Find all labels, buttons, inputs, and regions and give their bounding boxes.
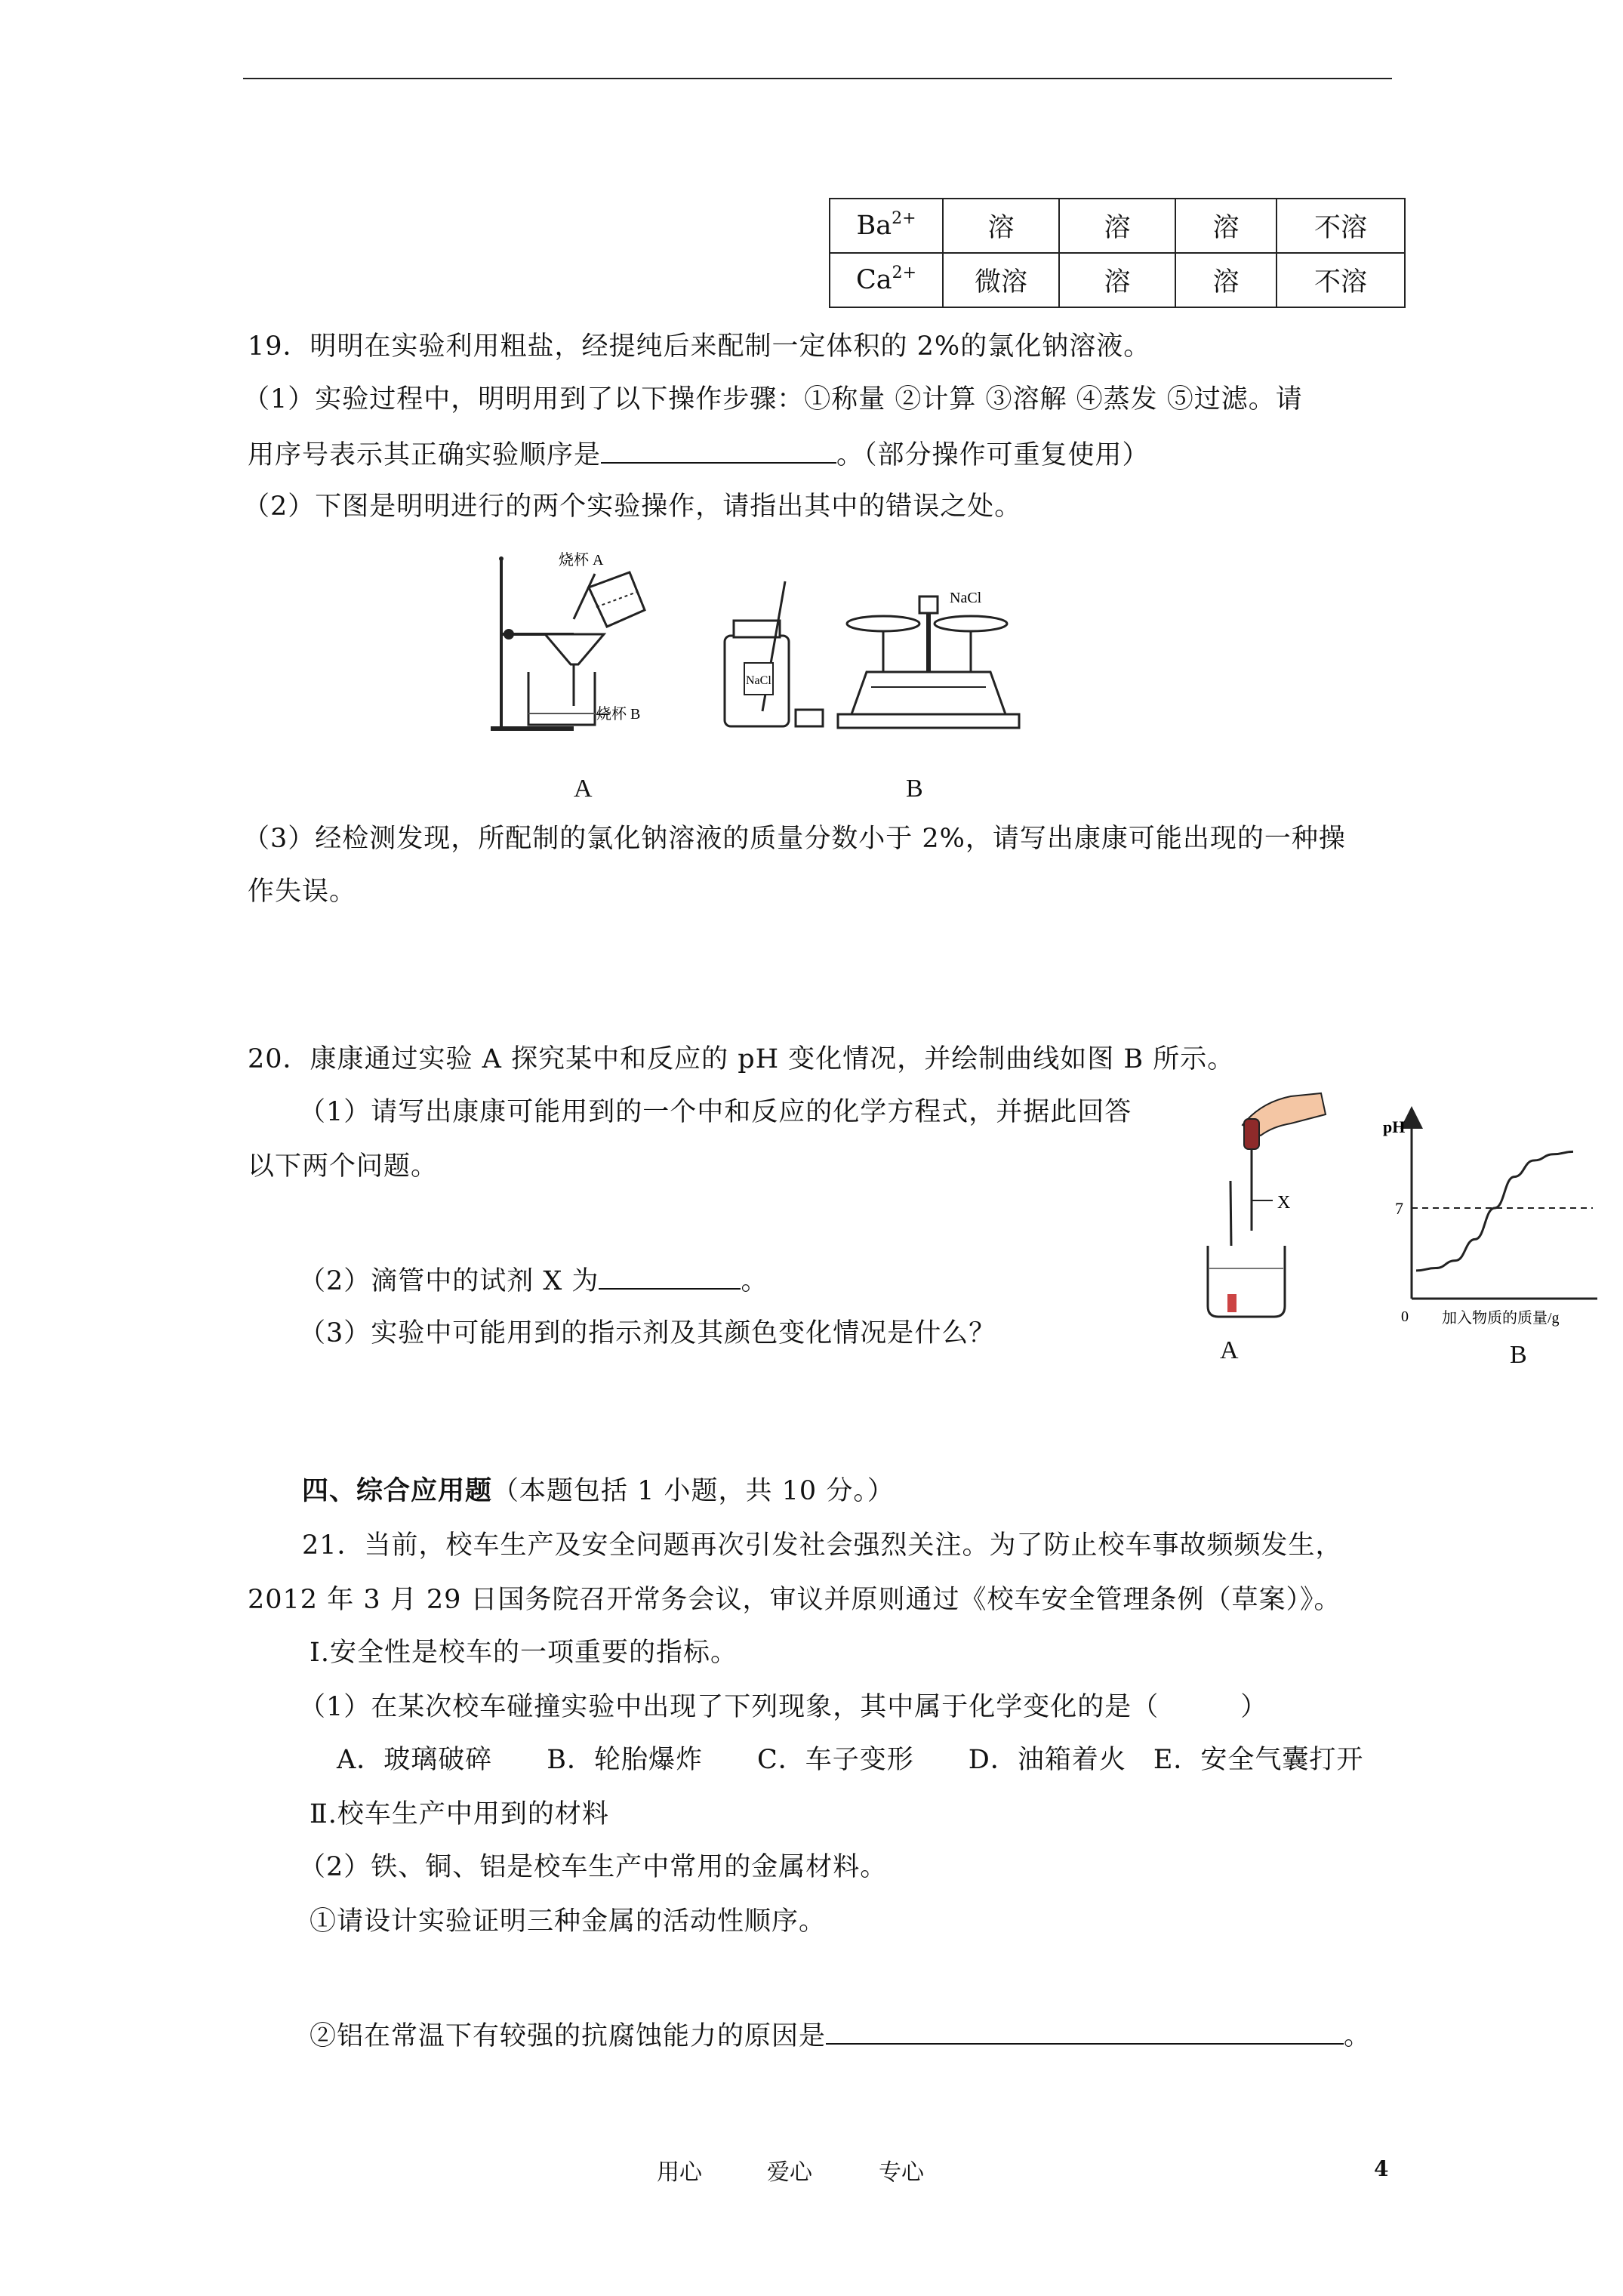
q20-s1b: 以下两个问题。 [248,1151,439,1182]
q19-s1b-post: 。（部分操作可重复使用） [836,440,1150,470]
y-axis-label: pH [1383,1117,1406,1136]
q21-part1: Ⅰ.安全性是校车的一项重要的指标。 [310,1638,738,1668]
beaker-b-label: 烧杯 B [596,706,641,723]
origin-label: 0 [1401,1308,1409,1325]
q20-s2-post: 。 [741,1266,768,1296]
answer-blank[interactable] [601,436,836,464]
q21-s2b-text: ②铝在常温下有较强的抗腐蚀能力的原因是 [310,2021,827,2051]
q20-s2 [299,1262,768,1297]
section4-title: 四、综合应用题 [302,1475,493,1506]
q20-s3: （3）实验中可能用到的指示剂及其颜色变化情况是什么？ [299,1318,996,1348]
section4-heading [302,1475,895,1507]
q21-s1: （1）在某次校车碰撞实验中出现了下列现象，其中属于化学变化的是（ ） [299,1692,1268,1722]
q20-s2-text: （2）滴管中的试剂 X 为 [299,1266,599,1296]
table-cell: 溶 [1175,199,1277,253]
footer-item: 爱心 [767,2159,812,2186]
table-cell: 溶 [1059,199,1175,253]
q21-s2a: ①请设计实验证明三种金属的活动性顺序。 [310,1906,827,1937]
q19-s3b: 作失误。 [248,877,357,907]
reagent-x-label: X [1277,1193,1291,1213]
q20-s1a: （1）请写出康康可能用到的一个中和反应的化学方程式，并据此回答 [299,1097,1132,1127]
q19-s1b [248,436,1150,471]
beaker-a-label: 烧杯 A [559,552,604,569]
table-cell: 微溶 [943,253,1059,307]
solubility-table [829,198,1406,308]
q20-fig-a-label: A [1220,1336,1239,1364]
q21-options: A．玻璃破碎 B．轮胎爆炸 C．车子变形 D．油箱着火 E．安全气囊打开 [337,1745,1364,1775]
page-number: 4 [1374,2156,1389,2181]
q19-s1a: （1）实验过程中，明明用到了以下操作步骤：①称量 ②计算 ③溶解 ④蒸发 ⑤过滤。请 [243,384,1303,415]
q19-fig-b-label: B [906,775,923,803]
ph-curve [1416,1151,1573,1270]
q21-part2: Ⅱ.校车生产中用到的材料 [310,1799,609,1829]
q19-s1b-text: 用序号表示其正确实验顺序是 [248,440,602,470]
table-cell: 溶 [1175,253,1277,307]
ion-cell: $Ca^{2+}$ [830,253,943,307]
jar-label: NaCl [746,674,771,687]
nacl-label: NaCl [950,590,982,606]
q19-stem: 19．明明在实验利用粗盐，经提纯后来配制一定体积的 2%的氯化钠溶液。 [248,331,1151,362]
table-cell: 不溶 [1277,199,1405,253]
table-row [830,253,1405,307]
q20-fig-b-label: B [1510,1341,1527,1369]
footer-item: 用心 [657,2159,702,2186]
q21-line2: 2012 年 3 月 29 日国务院召开常务会议，审议并原则通过《校车安全管理条例（草案）》。 [248,1585,1341,1615]
titration-figure [1178,1087,1336,1329]
ph7-tick-label: 7 [1395,1199,1403,1218]
x-axis-label: 加入物质的质量/g [1442,1310,1560,1327]
answer-blank[interactable] [826,2017,1344,2045]
table-row [830,199,1405,253]
q20-stem: 20．康康通过实验 A 探究某中和反应的 pH 变化情况，并绘制曲线如图 B 所示。 [248,1044,1235,1074]
q19-s2: （2）下图是明明进行的两个实验操作，请指出其中的错误之处。 [243,492,1022,522]
table-cell: 溶 [1059,253,1175,307]
filtration-figure [483,544,672,747]
answer-blank[interactable] [599,1262,741,1290]
q21-s2: （2）铁、铜、铝是校车生产中常用的金属材料。 [299,1852,888,1882]
q21-line1: 21．当前，校车生产及安全问题再次引发社会强烈关注。为了防止校车事故频频发生， [302,1530,1343,1561]
q21-s2b-post: 。 [1344,2021,1372,2051]
footer-item: 专心 [879,2159,924,2186]
header-rule [243,78,1392,79]
weighing-figure [717,574,1034,737]
ph-chart [1366,1087,1608,1329]
ion-cell: $Ba^{2+}$ [830,199,943,253]
q19-fig-a-label: A [574,775,593,803]
table-cell: 不溶 [1277,253,1405,307]
q19-s3a: （3）经检测发现，所配制的氯化钠溶液的质量分数小于 2%，请写出康康可能出现的一种操 [243,824,1346,854]
section4-note: （本题包括 1 小题，共 10 分。） [492,1476,895,1506]
q21-s2b [310,2017,1371,2052]
table-cell: 溶 [943,199,1059,253]
